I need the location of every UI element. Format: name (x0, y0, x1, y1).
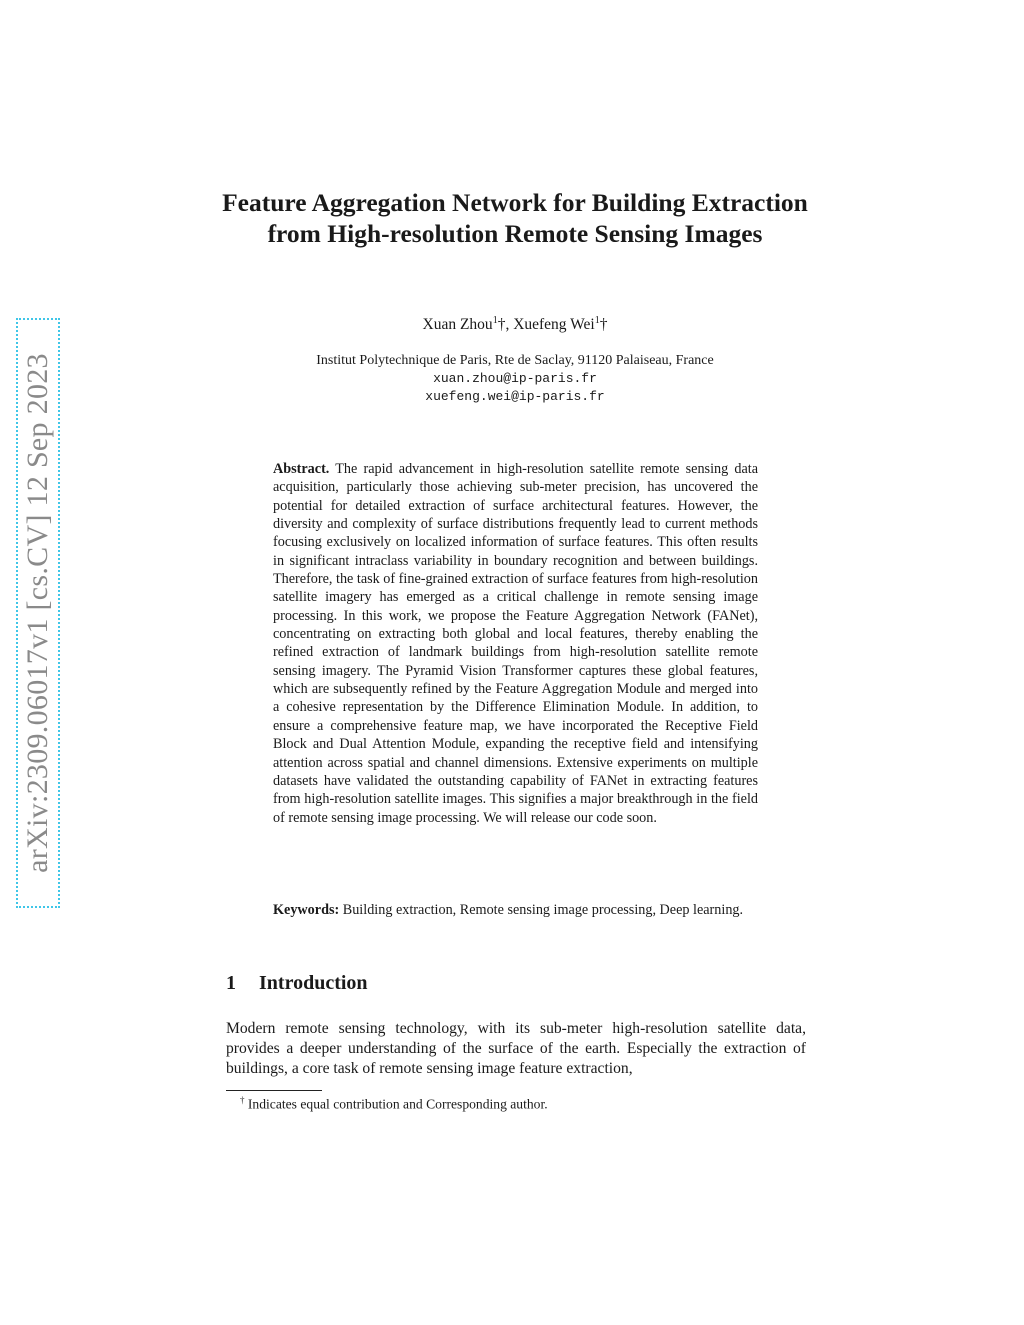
footnote (226, 1095, 820, 1113)
author-list (215, 315, 815, 334)
footnote-mark: † (240, 1095, 245, 1105)
footnote-text: Indicates equal contribution and Corresponding author. (247, 1096, 548, 1112)
abstract (273, 460, 758, 827)
paper-title: Feature Aggregation Network for Building Extraction from High-resolution Remote Sensing Images (222, 188, 808, 248)
affiliation-block (215, 352, 815, 406)
arxiv-identifier-stamp (16, 318, 60, 908)
footnote-rule (226, 1090, 322, 1091)
affiliation: Institut Polytechnique de Paris, Rte de Saclay, 91120 Palaiseau, France (316, 353, 714, 368)
arxiv-identifier-text: arXiv:2309.06017v1 [cs.CV] 12 Sep 2023 (21, 353, 54, 873)
abstract-text: The rapid advancement in high-resolution satellite remote sensing data acquisition, particularly those achieving sub-meter precision, has uncovered the potential for detailed extraction of surface architectural features. However, the diversity and complexity of surface distributions frequently lead to current methods focusing exclusively on localized information of surface features. This often results in significant intraclass variability in boundary recognition and between buildings. Therefore, the task of fine-grained extraction of surface features from high-resolution satellite imagery has emerged as a critical challenge in remote sensing image processing. In this work, we propose the Feature Aggregation Network (FANet), concentrating on extracting both global and local features, thereby enabling the refined extraction of landmark buildings from high-resolution satellite remote sensing imagery. The Pyramid Vision Transformer captures these global features, which are subsequently refined by the Feature Aggregation Module and merged into a cohesive representation by the Difference Elimination Module. In addition, to ensure a comprehensive feature map, we have incorporated the Receptive Field Block and Dual Attention Module, expanding the receptive field and intensifying attention across spatial and channel dimensions. Extensive experiments on multiple datasets have validated the outstanding capability of FANet in extracting features from high-resolution satellite images. This signifies a major breakthrough in the field of remote sensing image processing. We will release our code soon. (273, 461, 758, 826)
author-name: Xuefeng Wei (513, 316, 595, 334)
author-name: Xuan Zhou (422, 316, 493, 334)
introduction-paragraph: Modern remote sensing technology, with its sub-meter high-resolution satellite data, provides a deeper understanding of the surface of the earth. Especially the extraction of buildings, a core task of remote sensing image feature extraction, (226, 1020, 806, 1078)
abstract-label: Abstract. (273, 461, 330, 477)
author-dagger: † (599, 316, 608, 334)
section-number: 1 (226, 972, 236, 994)
author-affiliation-mark: 1 (594, 315, 600, 326)
email-address[interactable]: xuefeng.wei@ip-paris.fr (425, 389, 605, 404)
author-separator: †, (497, 316, 514, 334)
email-address[interactable]: xuan.zhou@ip-paris.fr (433, 371, 597, 386)
author-affiliation-mark: 1 (492, 315, 498, 326)
section-title: Introduction (259, 972, 368, 994)
section-heading-introduction (226, 972, 368, 995)
keywords (273, 901, 758, 919)
keywords-label: Keywords: (273, 902, 340, 918)
keywords-text: Building extraction, Remote sensing image processing, Deep learning. (342, 902, 744, 918)
